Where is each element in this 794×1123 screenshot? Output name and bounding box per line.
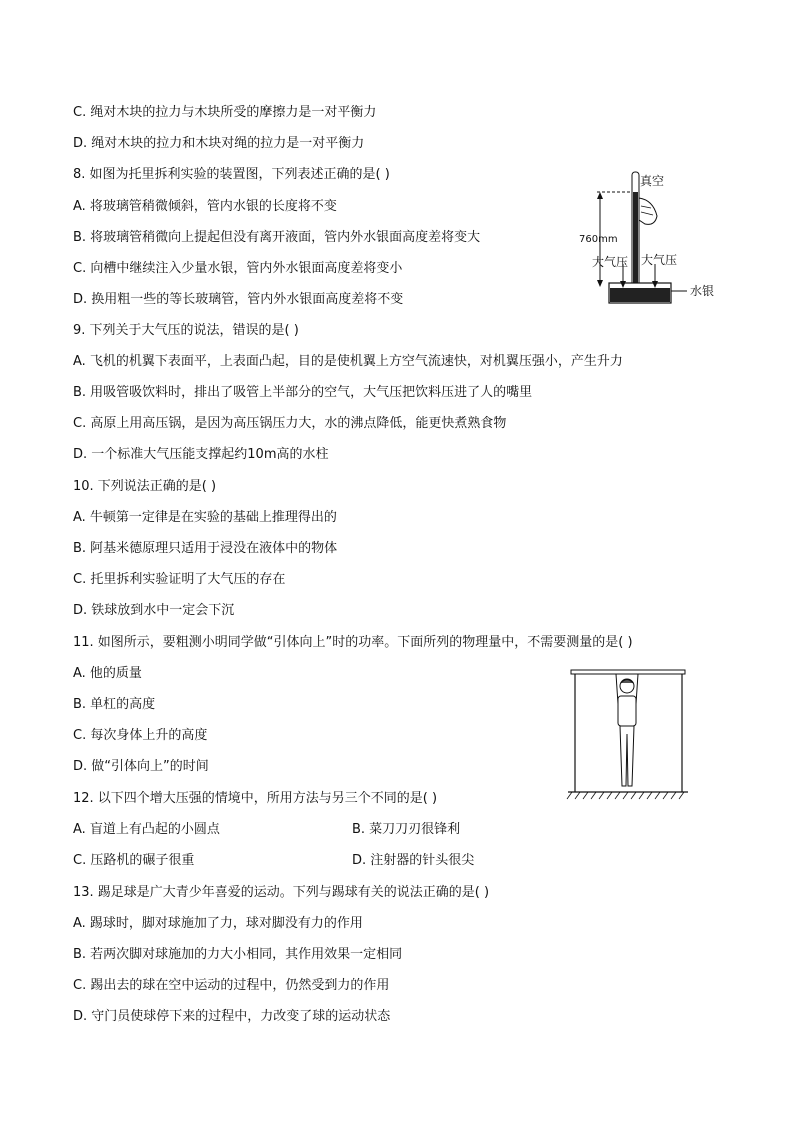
q9-option-b: B. 用吸管吸饮料时，排出了吸管上半部分的空气，大气压把饮料压进了人的嘴里 <box>73 385 533 400</box>
q12-option-d: D. 注射器的针头很尖 <box>352 853 475 868</box>
q11-option-b: B. 单杠的高度 <box>73 697 156 712</box>
q13-option-c: C. 踢出去的球在空中运动的过程中，仍然受到力的作用 <box>73 978 390 993</box>
q10-option-a: A. 牛顿第一定律是在实验的基础上推理得出的 <box>73 510 337 525</box>
q12-stem: 12. 以下四个增大压强的情境中，所用方法与另三个不同的是( ) <box>73 791 438 806</box>
q8-option-d: D. 换用粗一些的等长玻璃管，管内外水银面高度差将不变 <box>73 292 404 307</box>
q10-option-b: B. 阿基米德原理只适用于浸没在液体中的物体 <box>73 541 338 556</box>
mercury-in-trough <box>610 288 670 302</box>
q8-option-c: C. 向槽中继续注入少量水银，管内外水银面高度差将变小 <box>73 261 403 276</box>
q12-option-b: B. 菜刀刀刃很锋利 <box>352 822 461 837</box>
vacuum-label: 真空 <box>640 174 665 188</box>
q9-option-a: A. 飞机的机翼下表面平，上表面凸起，目的是使机翼上方空气流速快，对机翼压强小，产生升力 <box>73 354 623 369</box>
q8-stem: 8. 如图为托里拆利实验的装置图，下列表述正确的是( ) <box>73 167 390 182</box>
q13-option-a: A. 踢球时，脚对球施加了力，球对脚没有力的作用 <box>73 916 363 931</box>
q12-option-c: C. 压路机的碾子很重 <box>73 853 195 868</box>
q11-stem: 11. 如图所示，要粗测小明同学做“引体向上”时的功率。下面所列的物理量中，不需要测量的是( ) <box>73 635 633 650</box>
mercury-label: 水银 <box>690 284 715 298</box>
horizontal-bar <box>571 670 685 674</box>
q9-stem: 9. 下列关于大气压的说法，错误的是( ) <box>73 323 299 338</box>
q8-option-a: A. 将玻璃管稍微倾斜，管内水银的长度将不变 <box>73 199 337 214</box>
mercury-column <box>633 192 638 297</box>
hand-icon <box>639 198 657 224</box>
height-label: 760mm <box>579 234 618 245</box>
q13-option-b: B. 若两次脚对球施加的力大小相同，其作用效果一定相同 <box>73 947 403 962</box>
torricelli-apparatus-figure <box>575 168 725 308</box>
q11-option-a: A. 他的质量 <box>73 666 142 681</box>
pull-up-figure <box>566 664 691 802</box>
pressure-label-left: 大气压 <box>592 255 629 269</box>
q10-option-d: D. 铁球放到水中一定会下沉 <box>73 603 235 618</box>
q10-stem: 10. 下列说法正确的是( ) <box>73 479 217 494</box>
q12-option-a: A. 盲道上有凸起的小圆点 <box>73 822 220 837</box>
q8-option-b: B. 将玻璃管稍微向上提起但没有离开液面，管内外水银面高度差将变大 <box>73 230 481 245</box>
q11-option-c: C. 每次身体上升的高度 <box>73 728 208 743</box>
q7-option-c: C. 绳对木块的拉力与木块所受的摩擦力是一对平衡力 <box>73 105 377 120</box>
student-figure <box>616 674 638 786</box>
q11-option-d: D. 做“引体向上”的时间 <box>73 759 209 774</box>
q10-option-c: C. 托里拆利实验证明了大气压的存在 <box>73 572 286 587</box>
q13-stem: 13. 踢足球是广大青少年喜爱的运动。下列与踢球有关的说法正确的是( ) <box>73 885 490 900</box>
q9-option-c: C. 高原上用高压锅，是因为高压锅压力大，水的沸点降低，能更快煮熟食物 <box>73 416 507 431</box>
pressure-label-right: 大气压 <box>641 253 678 267</box>
q7-option-d: D. 绳对木块的拉力和木块对绳的拉力是一对平衡力 <box>73 136 365 151</box>
q13-option-d: D. 守门员使球停下来的过程中，力改变了球的运动状态 <box>73 1009 391 1024</box>
q9-option-d: D. 一个标准大气压能支撑起约10m高的水柱 <box>73 447 329 462</box>
ground-hatching <box>567 792 684 799</box>
